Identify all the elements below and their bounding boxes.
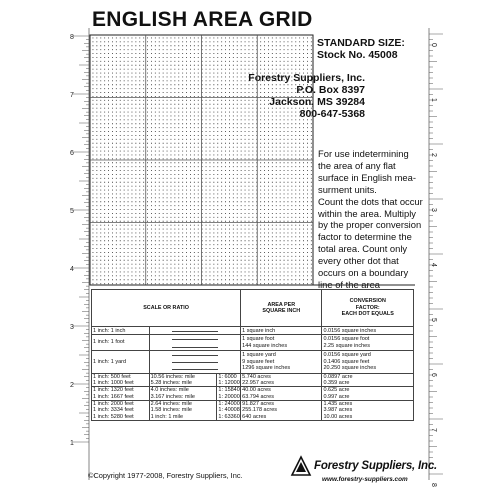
- blank-rule: [151, 351, 240, 358]
- cell-area-line: 91.827 acres: [242, 400, 274, 407]
- blank-rule: [151, 365, 240, 372]
- cell-blank-line: [149, 335, 241, 351]
- cell-area-line: 63.794 acres: [242, 393, 274, 400]
- cell-conversion: [322, 373, 414, 387]
- cell-ratio-line: 1: 63360: [218, 413, 240, 420]
- cell-area-line: 22.957 acres: [242, 380, 274, 387]
- cell-area: [241, 373, 322, 387]
- ruler-label: 2: [430, 153, 437, 157]
- cell-area-line: 640 acres: [242, 413, 267, 420]
- table-row: [92, 400, 414, 420]
- ruler-label: 3: [70, 324, 74, 331]
- ruler-label: 6: [70, 150, 74, 157]
- table-header-row: [92, 290, 414, 327]
- ruler-label: 8: [70, 34, 74, 41]
- tree-logo-icon: [290, 455, 312, 477]
- header-area: AREA PER SQUARE INCH: [241, 290, 322, 327]
- instructions-line: by the proper conversion: [318, 219, 422, 231]
- cell-ratio-line: 1: 15840: [218, 387, 240, 394]
- company-logo: [290, 455, 438, 490]
- cell-area-line: 1 square yard: [242, 352, 276, 359]
- cell-scale-feet: [92, 335, 150, 351]
- cell-conversion-line: 0.997 acre: [323, 393, 350, 400]
- cell-ratio-line: 1: 40008: [218, 407, 240, 414]
- copyright-notice: ©Copyright 1977-2008, Forestry Suppliers, Inc.: [88, 471, 243, 480]
- cell-scale-feet-line: 1 inch: 5280 feet: [93, 413, 134, 420]
- cell-conversion-line: 0.1406 square feet: [323, 358, 370, 365]
- cell-scale-feet: [92, 327, 150, 335]
- cell-area-line: 9 square feet: [242, 358, 275, 365]
- dot-grid-lines: [90, 35, 313, 285]
- ruler-label: 3: [430, 208, 437, 212]
- cell-scale-feet-line: 1 inch: 1320 feet: [93, 387, 134, 394]
- cell-conversion-line: 20.250 square inches: [323, 364, 377, 371]
- cell-area: [241, 327, 322, 335]
- ruler-label: 6: [430, 373, 437, 377]
- ruler-right: [428, 28, 500, 487]
- dot-grid-dots: [93, 38, 312, 285]
- cell-area: [241, 387, 322, 401]
- cell-scale-mile-line: 4.0 inches: mile: [150, 387, 189, 394]
- cell-conversion: [322, 387, 414, 401]
- po-box: P.O. Box 8397: [296, 84, 365, 96]
- cell-scale-feet: [92, 387, 150, 401]
- cell-scale-feet: [92, 350, 150, 373]
- cell-scale-mile-line: 3.167 inches: mile: [150, 393, 195, 400]
- cell-ratio: [217, 373, 241, 387]
- cell-scale-feet-line: 1 inch: 1 inch: [93, 327, 126, 334]
- table-row: [92, 387, 414, 401]
- cell-area: [241, 400, 322, 420]
- cell-area-line: 1 square inch: [242, 327, 276, 334]
- conversion-table: [91, 289, 414, 421]
- cell-scale-feet-line: 1 inch: 500 feet: [93, 373, 131, 380]
- blank-rule: [151, 335, 240, 342]
- standard-size-label: STANDARD SIZE:: [317, 37, 405, 49]
- instructions-line: occurs on a boundary: [318, 267, 409, 279]
- logo-url: www.forestry-suppliers.com: [322, 476, 408, 483]
- cell-ratio-line: 1: 20000: [218, 393, 240, 400]
- ruler-label: 7: [70, 92, 74, 99]
- cell-conversion-line: 0.0156 square inches: [323, 327, 377, 334]
- table-row: [92, 335, 414, 351]
- instructions-line: total area. Count only: [318, 243, 408, 255]
- ruler-label: 0: [430, 43, 437, 47]
- blank-rule: [151, 343, 240, 350]
- instructions-line: the area of any flat: [318, 159, 396, 171]
- cell-scale-feet-line: 1 inch: 1 foot: [93, 339, 125, 346]
- instructions-line: surment units.: [318, 183, 377, 195]
- instructions-line: within the area. Multiply: [318, 207, 416, 219]
- cell-area: [241, 335, 322, 351]
- cell-ratio: [217, 400, 241, 420]
- company-name: Forestry Suppliers, Inc.: [248, 72, 365, 84]
- cell-scale-feet-line: 1 inch: 2000 feet: [93, 400, 134, 407]
- cell-conversion-line: 0.0897 acre: [323, 373, 353, 380]
- ruler-label: 1: [430, 98, 437, 102]
- cell-scale-mile-line: 1.58 inches: mile: [150, 407, 192, 414]
- ruler-label: 5: [430, 318, 437, 322]
- city-state-zip: Jackson, MS 39284: [269, 96, 365, 108]
- cell-conversion: [322, 350, 414, 373]
- ruler-label: 8: [430, 483, 437, 487]
- page-title: ENGLISH AREA GRID: [92, 8, 313, 31]
- ruler-label: 4: [430, 263, 437, 267]
- cell-area: [241, 350, 322, 373]
- ruler-label: 7: [430, 428, 437, 432]
- cell-area-line: 40.00 acres: [242, 387, 271, 394]
- table-row: [92, 373, 414, 387]
- cell-ratio-line: 1: 6000: [218, 373, 237, 380]
- header-conversion: CONVERSION FACTOR: EACH DOT EQUALS: [322, 290, 414, 327]
- cell-scale-mile-line: 2.64 inches: mile: [150, 400, 192, 407]
- ruler-label: 2: [70, 382, 74, 389]
- cell-scale-feet-line: 1 inch: 3334 feet: [93, 407, 134, 414]
- cell-conversion-line: 1.435 acres: [323, 400, 353, 407]
- cell-conversion-line: 3.987 acres: [323, 407, 353, 414]
- cell-area-line: 1 square foot: [242, 336, 275, 343]
- cell-area-line: 255.178 acres: [242, 407, 277, 414]
- blank-rule: [151, 327, 240, 334]
- ruler-label: 1: [70, 440, 74, 447]
- header-scale: SCALE OR RATIO: [92, 290, 241, 327]
- instructions-line: line of the area: [318, 278, 381, 290]
- cell-blank-line: [149, 327, 241, 335]
- instructions-line: surface in English mea-: [318, 171, 416, 183]
- table-row: [92, 350, 414, 373]
- cell-area-line: 1296 square inches: [242, 364, 291, 371]
- cell-conversion-line: 0.359 acre: [323, 380, 350, 387]
- cell-conversion: [322, 327, 414, 335]
- cell-conversion-line: 0.625 acre: [323, 387, 350, 394]
- phone-number: 800-647-5368: [299, 108, 365, 120]
- cell-blank-line: [149, 350, 241, 373]
- cell-scale-mile-line: 1 inch: 1 mile: [150, 413, 184, 420]
- cell-scale-mile: [149, 400, 217, 420]
- ruler-label: 5: [70, 208, 74, 215]
- cell-conversion-line: 0.0156 square yard: [323, 352, 371, 359]
- cell-scale-feet: [92, 400, 150, 420]
- cell-scale-mile-line: 10.56 inches: mile: [150, 373, 195, 380]
- cell-scale-mile: [149, 373, 217, 387]
- cell-scale-feet: [92, 373, 150, 387]
- cell-conversion-line: 2.25 square inches: [323, 342, 370, 349]
- cell-area-line: 5.740 acres: [242, 373, 271, 380]
- ruler-label: 4: [70, 266, 74, 273]
- ruler-left: [0, 28, 90, 480]
- cell-ratio: [217, 387, 241, 401]
- cell-conversion-line: 10.00 acres: [323, 413, 353, 420]
- grid-dots-path: [93, 38, 312, 285]
- cell-conversion-line: 0.0156 square foot: [323, 336, 370, 343]
- instructions-line: every other dot that: [318, 255, 399, 267]
- logo-name: Forestry Suppliers, Inc.: [314, 460, 438, 472]
- cell-ratio-line: 1: 12000: [218, 380, 240, 387]
- cell-conversion: [322, 335, 414, 351]
- instructions-line: factor to determine the: [318, 231, 412, 243]
- cell-ratio-line: 1: 24000: [218, 400, 240, 407]
- cell-area-line: 144 square inches: [242, 342, 288, 349]
- blank-rule: [151, 358, 240, 365]
- cell-scale-feet-line: 1 inch: 1000 feet: [93, 380, 134, 387]
- instructions-line: Count the dots that occur: [318, 195, 423, 207]
- cell-scale-mile: [149, 387, 217, 401]
- cell-scale-feet-line: 1 inch: 1667 feet: [93, 393, 134, 400]
- cell-conversion: [322, 400, 414, 420]
- cell-scale-feet-line: 1 inch: 1 yard: [93, 358, 127, 365]
- instructions-line: For use indetermining: [318, 148, 409, 159]
- table-row: [92, 327, 414, 335]
- stock-number: Stock No. 45008: [317, 49, 398, 61]
- cell-scale-mile-line: 5.28 inches: mile: [150, 380, 192, 387]
